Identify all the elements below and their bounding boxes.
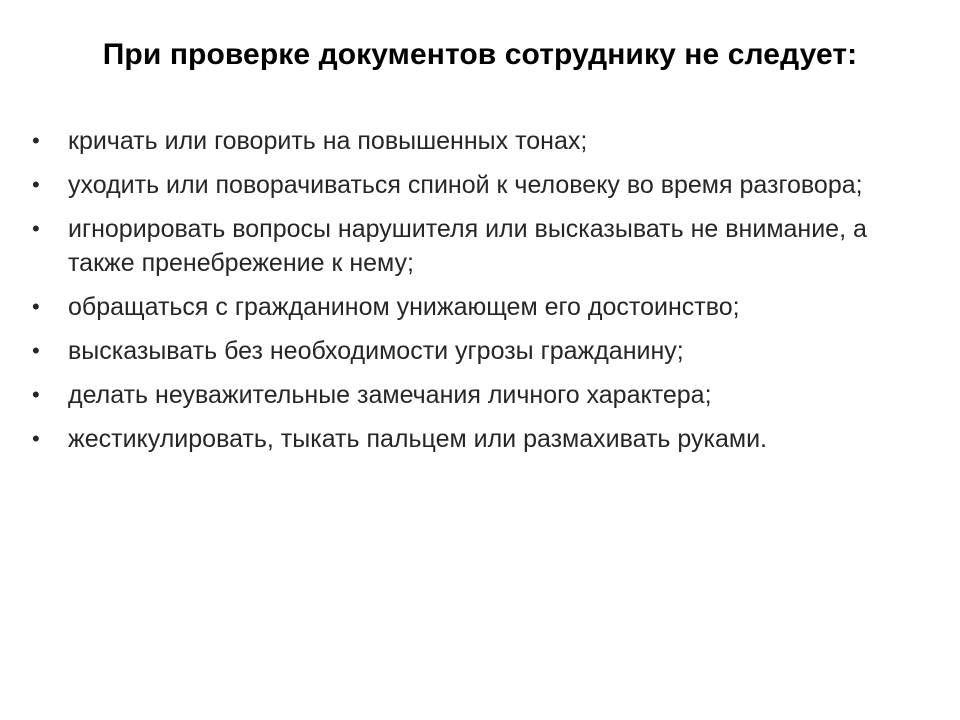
list-item-text: игнорировать вопросы нарушителя или высказывать не внимание, а также пренебрежение к нему; <box>68 215 867 277</box>
slide-title: При проверке документов сотруднику не следует: <box>102 38 858 71</box>
list-item-text: обращаться с гражданином унижающем его достоинство; <box>68 293 740 321</box>
list-item-text: высказывать без необходимости угрозы гражданину; <box>68 337 684 365</box>
list-item <box>32 334 912 368</box>
bullet-icon: • <box>32 128 40 153</box>
list-item <box>32 212 912 280</box>
bullet-icon: • <box>32 382 40 407</box>
list-item <box>32 422 912 456</box>
bullet-icon: • <box>32 172 40 197</box>
list-item <box>32 378 912 412</box>
list-item <box>32 124 912 158</box>
bullet-icon: • <box>32 338 40 363</box>
list-item <box>32 168 912 202</box>
bullet-icon: • <box>32 216 40 241</box>
bullet-icon: • <box>32 294 40 319</box>
list-item <box>32 290 912 324</box>
list-item-text: уходить или поворачиваться спиной к человеку во время разговора; <box>68 171 863 199</box>
bullet-list <box>32 124 912 466</box>
bullet-icon: • <box>32 426 40 451</box>
list-item-text: жестикулировать, тыкать пальцем или размахивать руками. <box>68 425 767 453</box>
list-item-text: делать неуважительные замечания личного характера; <box>68 381 712 409</box>
list-item-text: кричать или говорить на повышенных тонах; <box>68 127 588 155</box>
